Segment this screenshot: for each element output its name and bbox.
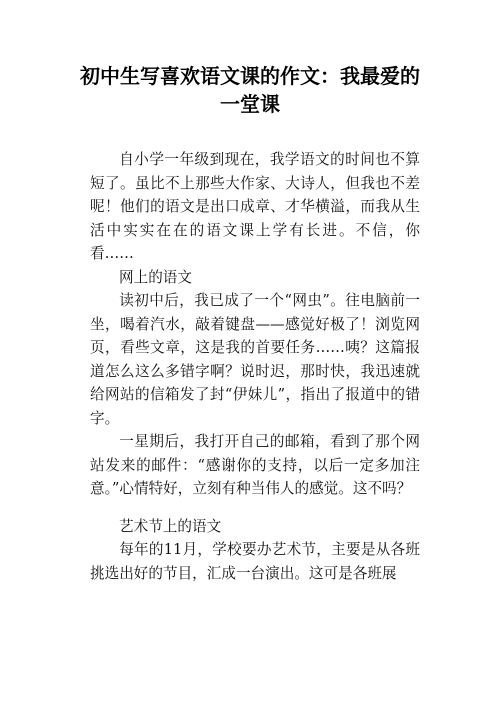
document-body <box>90 148 420 585</box>
paragraph-intro: 自小学一年级到现在，我学语文的时间也不算短了。虽比不上那些大作家、大诗人，但我也不差呢！他们的语文是出口成章、才华横溢，而我从生活中实实在在的语文课上学有长进。不信，你看…… <box>90 151 420 262</box>
paragraph-online-2: 一星期后，我打开自己的邮箱，看到了那个网站发来的邮件：“感谢你的支持，以后一定多加注意。”心情特好，立刻有种当伟人的感觉。这不吗？ <box>90 433 420 497</box>
document-title: 初中生写喜欢语文课的作文：我最爱的一堂课 <box>80 64 420 116</box>
section-heading-art-festival: 艺术节上的语文 <box>119 517 222 535</box>
section-heading-online-chinese: 网上的语文 <box>119 268 192 286</box>
paragraph-online-1: 读初中后，我已成了一个“网虫”。往电脑前一坐，喝着汽水，敲着键盘——感觉好极了！浏览网页，看些文章，这是我的首要任务……咦？这篇报道怎么这么多错字啊？说时迟，那时快，我迅速就给网站的信箱发了封“伊妹儿”，指出了报道中的错字。 <box>90 292 420 427</box>
paragraph-art-festival: 每年的11月，学校要办艺术节，主要是从各班挑选出好的节目，汇成一台演出。这可是各班展 <box>90 541 420 582</box>
